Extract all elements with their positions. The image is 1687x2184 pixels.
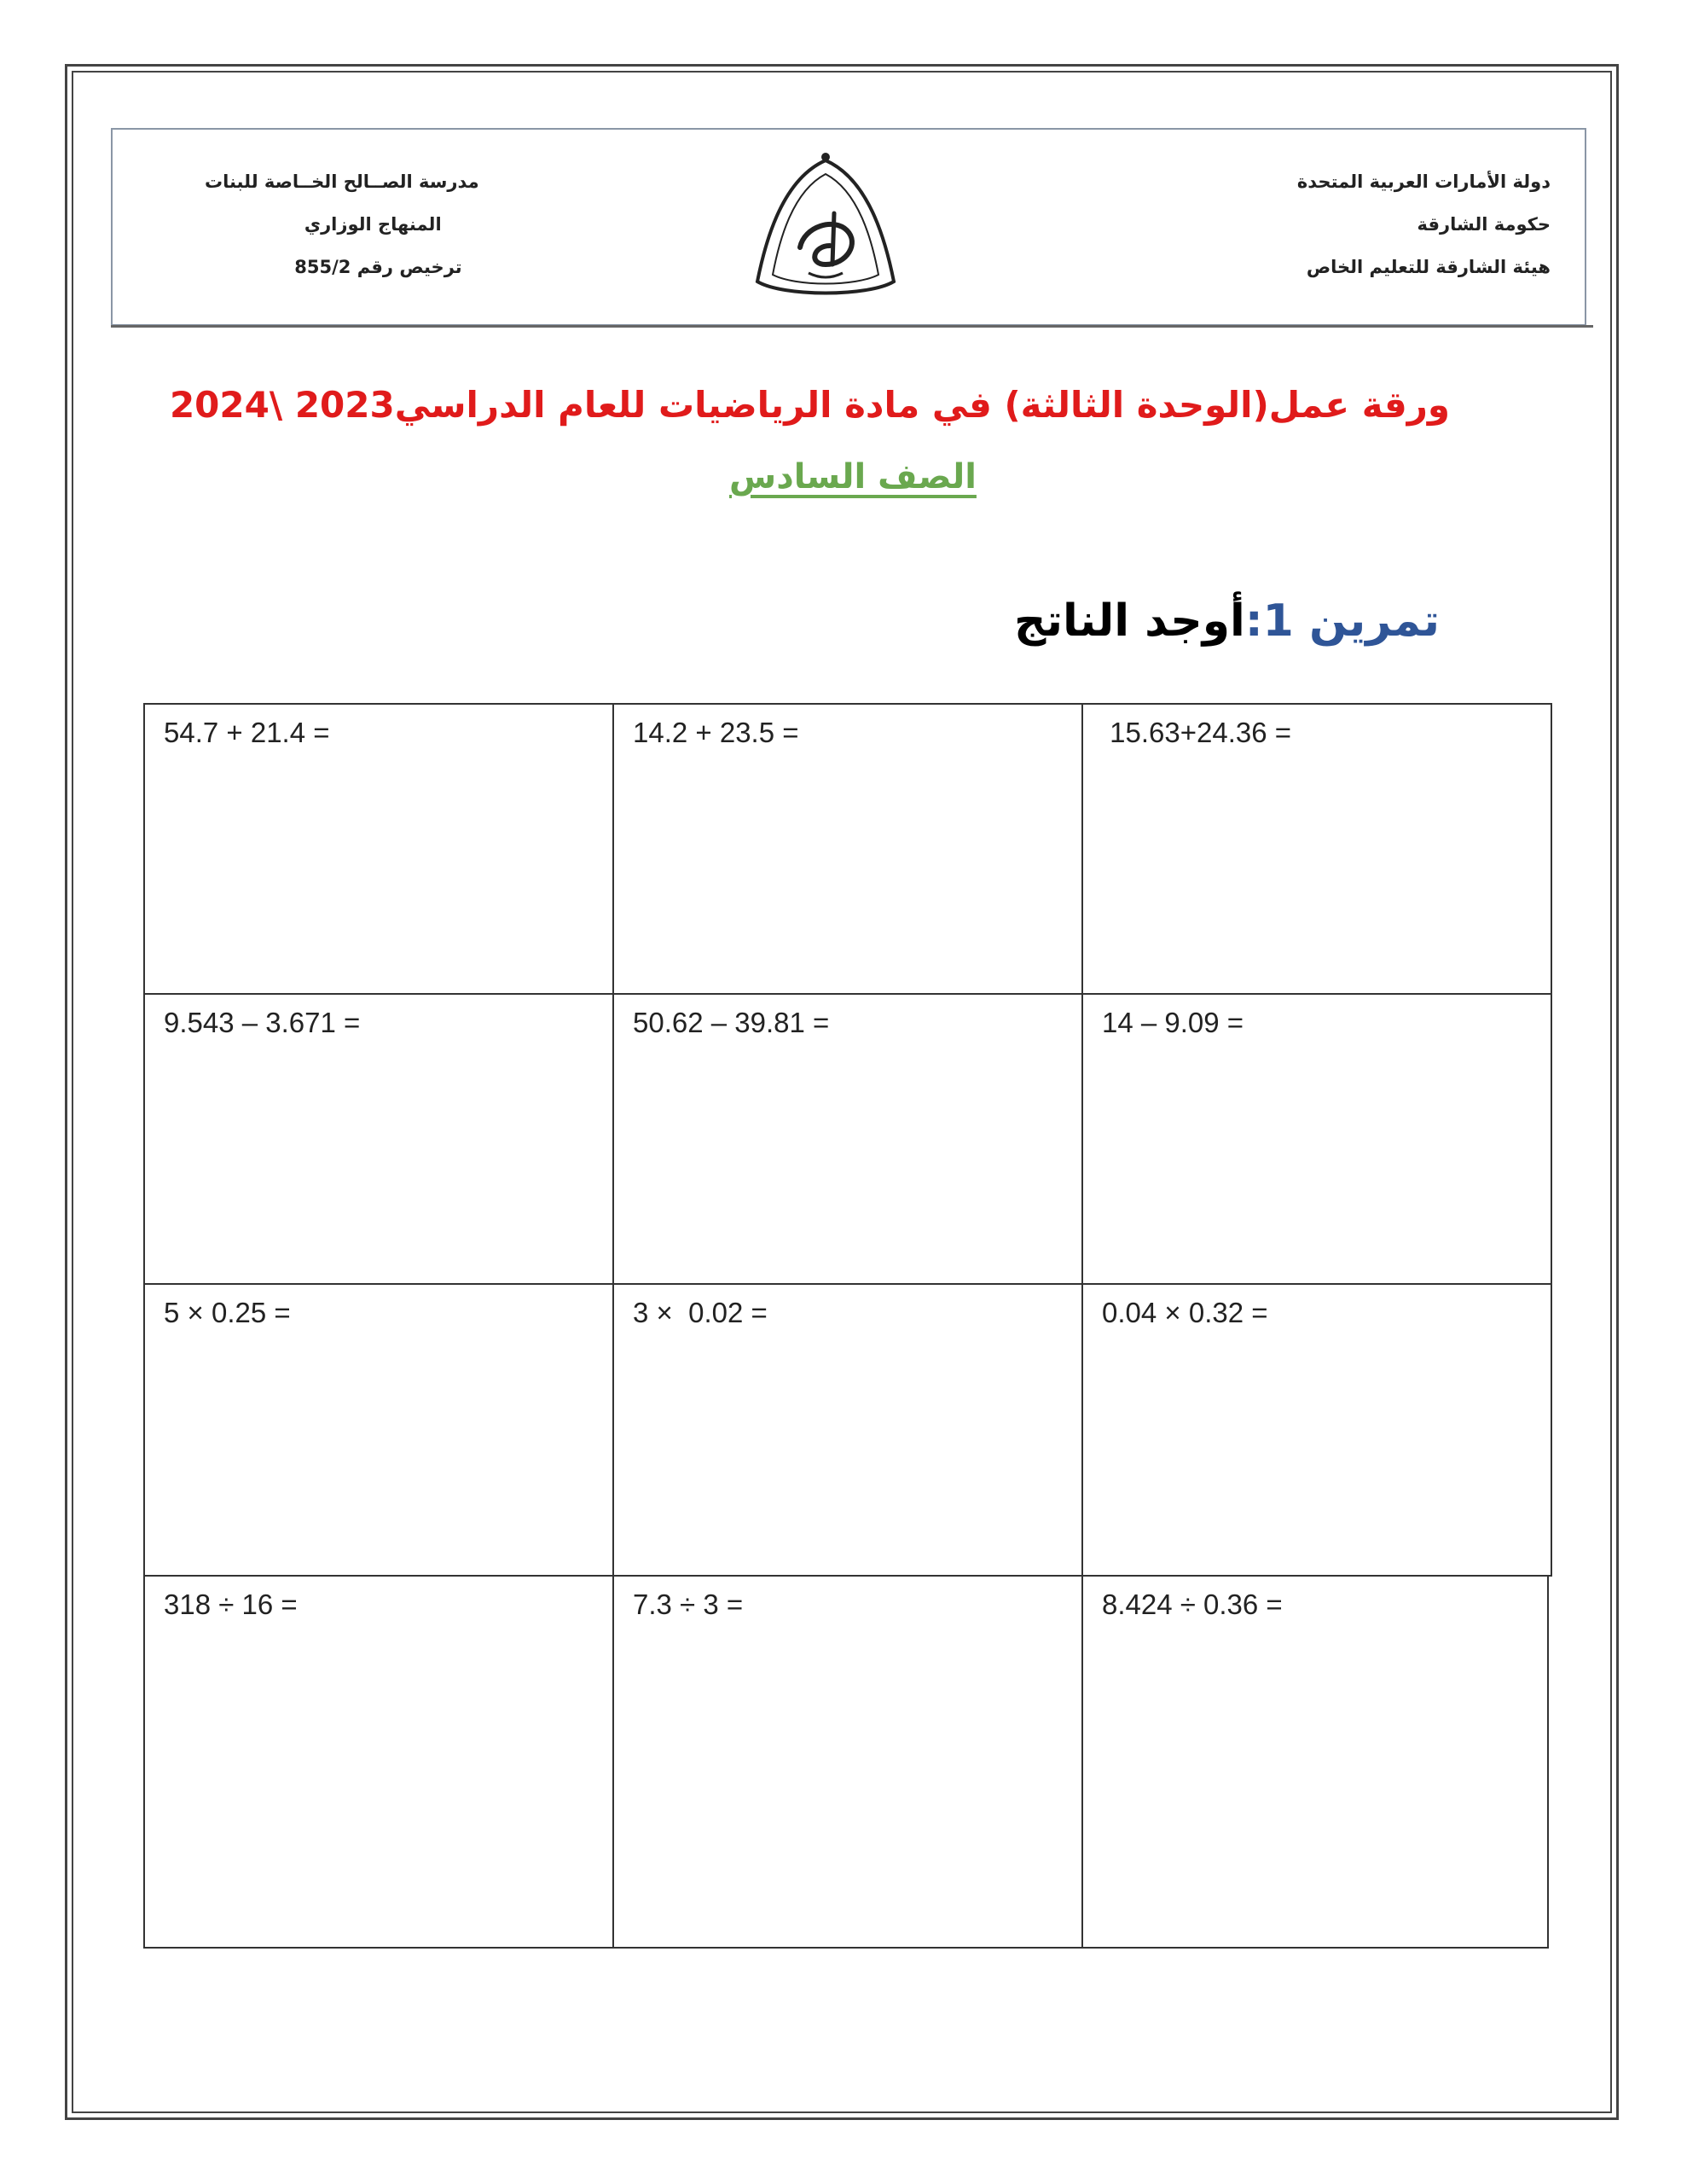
header-divider: [111, 325, 1593, 328]
school-logo-icon: [732, 145, 919, 316]
problem-text: 9.543 – 3.671 =: [164, 1007, 361, 1038]
problem-cell[interactable]: [1081, 993, 1552, 1285]
exercise-number: 1: [1262, 595, 1294, 647]
header-country: دولة الأمارات العربية المتحدة: [1296, 171, 1551, 192]
exercise-heading: [1014, 595, 1440, 647]
header-license: ترخيص رقم 855/2: [294, 257, 462, 277]
problem-text: 14 – 9.09 =: [1102, 1007, 1244, 1038]
header-government: حكومة الشارقة: [1417, 214, 1551, 235]
grade-subtitle: [682, 457, 1023, 497]
header-authority: هيئة الشارقة للتعليم الخاص: [1306, 257, 1551, 277]
problem-text: 7.3 ÷ 3 =: [633, 1589, 744, 1620]
header-school-info: [205, 160, 479, 288]
problem-grid: [143, 703, 1552, 1949]
problem-cell[interactable]: [1081, 1575, 1549, 1949]
problem-cell[interactable]: [612, 993, 1083, 1285]
exercise-word: تمرين: [1308, 595, 1440, 647]
problem-text: 0.04 × 0.32 =: [1102, 1297, 1268, 1328]
exercise-instruction: أوجد الناتج: [1013, 595, 1245, 647]
problem-text: 3 × 0.02 =: [633, 1297, 768, 1328]
problem-cell[interactable]: [143, 703, 614, 995]
header-government-info: [1297, 160, 1551, 288]
problem-cell[interactable]: [1081, 1283, 1552, 1577]
problem-text: 14.2 + 23.5 =: [633, 717, 799, 748]
header-school-name: مدرسة الصــالح الخــاصة للبنات: [205, 171, 479, 192]
problem-text: 8.424 ÷ 0.36 =: [1102, 1589, 1283, 1620]
problem-cell[interactable]: [612, 1283, 1083, 1577]
header-curriculum: المنهاج الوزاري: [304, 214, 442, 235]
problem-text: 15.63+24.36 =: [1102, 717, 1292, 748]
grade-subtitle-text: الصف السادس: [729, 457, 977, 497]
problem-text: 5 × 0.25 =: [164, 1297, 291, 1328]
problem-cell[interactable]: [612, 703, 1083, 995]
problem-cell[interactable]: [143, 1283, 614, 1577]
problem-text: 54.7 + 21.4 =: [164, 717, 330, 748]
problem-cell[interactable]: [143, 993, 614, 1285]
problem-text: 318 ÷ 16 =: [164, 1589, 298, 1620]
problem-cell[interactable]: [612, 1575, 1083, 1949]
worksheet-title: ورقة عمل(الوحدة الثالثة) في مادة الرياضيات للعام الدراسي2023 \2024: [169, 384, 1450, 426]
exercise-colon: :: [1244, 595, 1263, 647]
problem-text: 50.62 – 39.81 =: [633, 1007, 830, 1038]
problem-cell[interactable]: [143, 1575, 614, 1949]
problem-cell[interactable]: [1081, 703, 1552, 995]
